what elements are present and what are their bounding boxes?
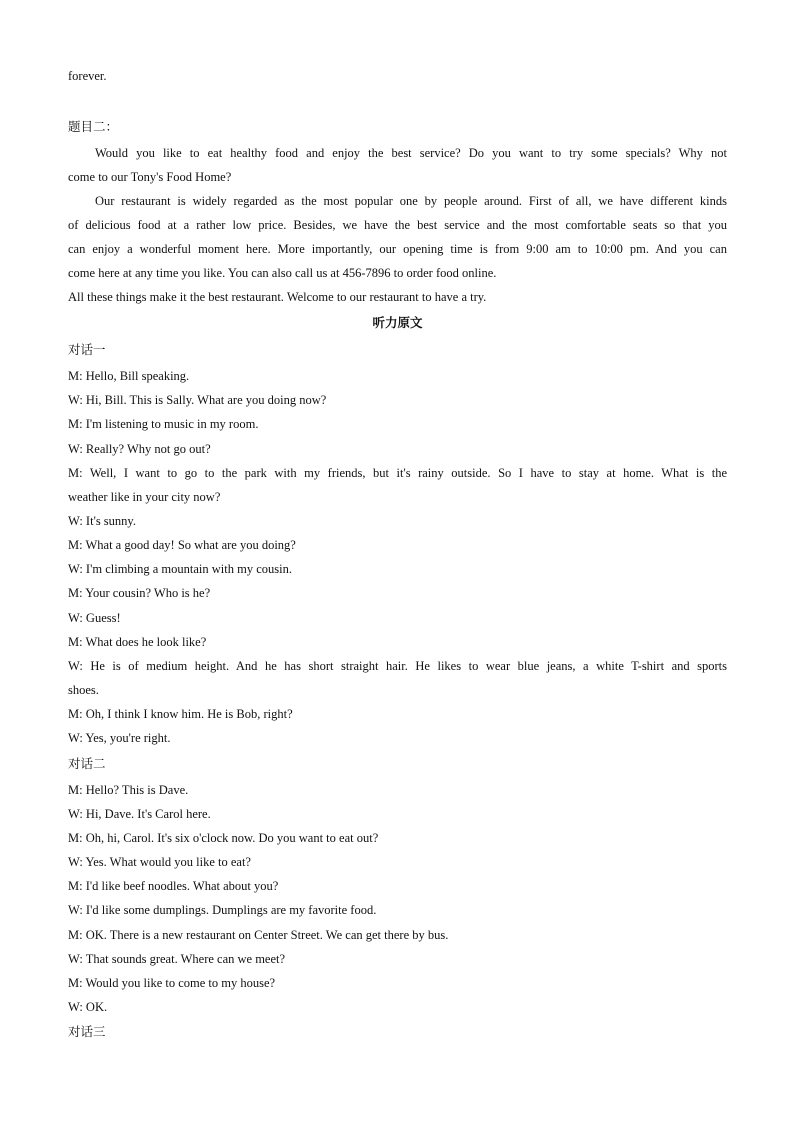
dialogue-line: W: I'd like some dumplings. Dumplings are my favorite food. — [68, 903, 377, 917]
dialogue-line: M: I'm listening to music in my room. — [68, 417, 259, 431]
dialogue-line: M: Hello? This is Dave. — [68, 783, 189, 797]
dialogue-line: W: Yes. What would you like to eat? — [68, 855, 251, 869]
dialogue-heading-three: 对话三 — [68, 1024, 106, 1039]
dialogue-line: M: Oh, I think I know him. He is Bob, right? — [68, 707, 293, 721]
dialogue-heading-one: 对话一 — [68, 342, 106, 357]
dialogue-line: W: Hi, Dave. It's Carol here. — [68, 807, 211, 821]
dialogue-line: W: It's sunny. — [68, 514, 136, 528]
dialogue-line: W: Really? Why not go out? — [68, 442, 211, 456]
dialogue-line: weather like in your city now? — [68, 490, 221, 504]
dialogue-line: W: OK. — [68, 1000, 108, 1014]
dialogue-line: M: Would you like to come to my house? — [68, 976, 276, 990]
dialogue-line: W: Yes, you're right. — [68, 731, 171, 745]
essay-line: come here at any time you like. You can also call us at 456-7896 to order food online. — [68, 266, 497, 280]
dialogue-line: M: What does he look like? — [68, 635, 207, 649]
essay-line: can enjoy a wonderful moment here. More importantly, our opening time is from 9:00 am to 10:00 pm. And you can — [68, 242, 727, 256]
essay-line: Our restaurant is widely regarded as the most popular one by people around. First of all, we have different kinds — [95, 194, 727, 208]
dialogue-line: W: He is of medium height. And he has short straight hair. He likes to wear blue jeans, a white T-shirt and sports — [68, 659, 727, 673]
section-title-listening-script: 听力原文 — [372, 315, 423, 330]
essay-line: of delicious food at a rather low price. Besides, we have the best service and the most comfortable seats so that you — [68, 218, 727, 232]
dialogue-line: M: I'd like beef noodles. What about you? — [68, 879, 279, 893]
text-line-forever: forever. — [68, 69, 107, 83]
essay-line: Would you like to eat healthy food and enjoy the best service? Do you want to try some specials? Why not — [95, 146, 727, 160]
section-heading-topic-two: 题目二： — [68, 119, 119, 134]
dialogue-line: W: Guess! — [68, 611, 121, 625]
dialogue-line: M: Your cousin? Who is he? — [68, 586, 211, 600]
essay-line: come to our Tony's Food Home? — [68, 170, 232, 184]
dialogue-line: shoes. — [68, 683, 99, 697]
dialogue-heading-two: 对话二 — [68, 756, 106, 771]
dialogue-line: W: That sounds great. Where can we meet? — [68, 952, 286, 966]
dialogue-line: W: Hi, Bill. This is Sally. What are you doing now? — [68, 393, 327, 407]
dialogue-line: M: OK. There is a new restaurant on Center Street. We can get there by bus. — [68, 928, 449, 942]
dialogue-line: W: I'm climbing a mountain with my cousin. — [68, 562, 292, 576]
dialogue-line: M: Hello, Bill speaking. — [68, 369, 190, 383]
essay-line: All these things make it the best restaurant. Welcome to our restaurant to have a try. — [68, 290, 487, 304]
dialogue-line: M: Oh, hi, Carol. It's six o'clock now. Do you want to eat out? — [68, 831, 379, 845]
dialogue-line: M: What a good day! So what are you doing? — [68, 538, 296, 552]
dialogue-line: M: Well, I want to go to the park with my friends, but it's rainy outside. So I have to stay at home. What is the — [68, 466, 727, 480]
